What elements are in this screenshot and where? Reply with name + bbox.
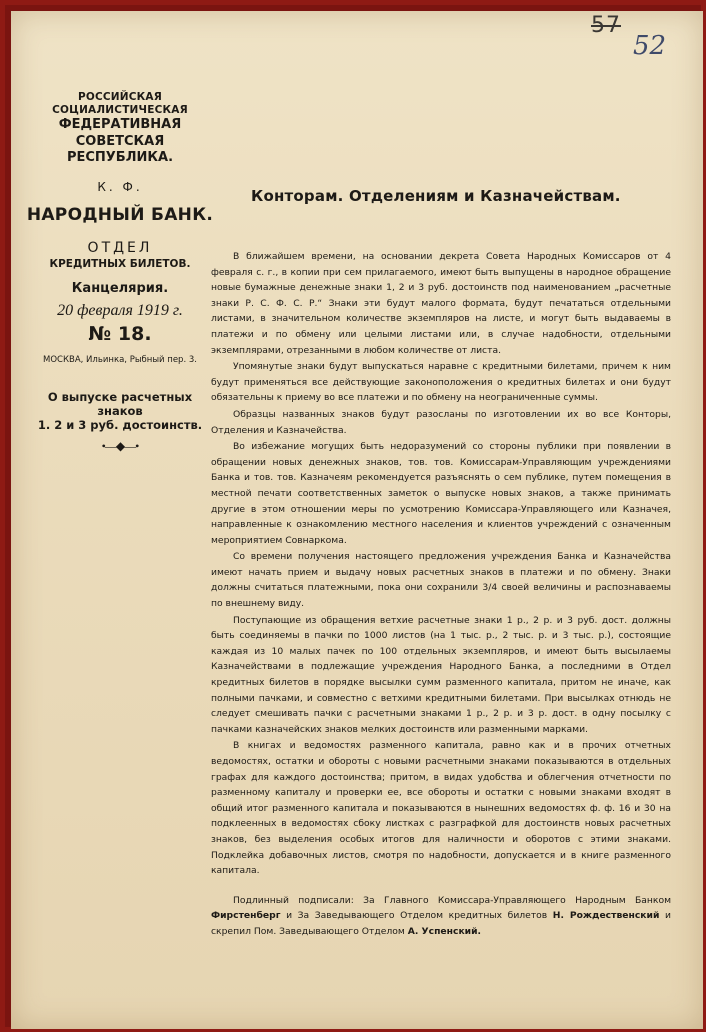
paragraph-5: Со времени получения настоящего предложения учреждения Банка и Казначейства имеют начать прием и выдачу новых расчетных знаков в платежи и по обмену. Знаки должны считаться платежными, пока они сохранили 3/4 своей величины и распознаваемы по внешнему виду. <box>211 551 671 610</box>
document-number: № 18. <box>88 323 152 346</box>
signature-block <box>211 893 671 940</box>
letterhead-line-1: РОССИЙСКАЯ СОЦИАЛИСТИЧЕСКАЯ <box>52 91 188 117</box>
signatory-1: Фирстенберг <box>211 910 281 922</box>
document-date: 20 февраля 1919 г. <box>57 302 183 320</box>
letterhead-bank: НАРОДНЫЙ БАНК. <box>26 205 214 225</box>
paragraph-4: Во избежание могущих быть недоразумений со стороны публики при появлении в обращении новых денежных знаков, тов. тов. Комиссарам-Управляющим учреждениями Банка и тов. тов. Казначеям рекомендуется разъяснять о сем публике, путем помещения в местной печати соответственных заметок о выпуске новых знаков, а также принимать другие в этом отношении меры по усмотрению Комиссара-Управляющего или Казначея, направленные к ознакомлению местного населения и клиентов учреждений с означенным мероприятием Совнаркома. <box>211 441 671 546</box>
letterhead-kf: К. Ф. <box>97 180 143 194</box>
letterhead-column <box>25 91 215 454</box>
paragraph-3: Образцы названных знаков будут разосланы по изготовлении их во все Конторы, Отделения и Казначейства. <box>211 408 671 436</box>
letterhead-address: МОСКВА, Ильинка, Рыбный пер. 3. <box>43 354 197 365</box>
letterhead-line-2: ФЕДЕРАТИВНАЯ <box>58 117 182 133</box>
document-page <box>11 11 703 1029</box>
letterhead-line-3: СОВЕТСКАЯ РЕСПУБЛИКА. <box>66 133 174 165</box>
letterhead-chancellery: Канцелярия. <box>71 280 169 296</box>
signature-text-2: и За Заведывающего Отделом кредитных билетов <box>280 910 553 922</box>
subject-line-2: 1. 2 и 3 руб. достоинств. <box>37 418 203 433</box>
letterhead-credit-notes: КРЕДИТНЫХ БИЛЕТОВ. <box>49 257 191 270</box>
subject-line-1: О выпуске расчетных знаков <box>47 389 193 418</box>
paragraph-7: В книгах и ведомостях разменного капитала, равно как и в прочих отчетных ведомостях, остатки и обороты с новыми расчетными знаками показываются в отдельных графах для каждого достоинства; притом, в видах удобства и облегчения отчетности по разменному капиталу и проверки ее, все обороты и остатки с новыми знаками входят в общий итог разменного капитала и показываются в нынешних ведомостях ф. ф. 16 и 30 на подклеенных в ведомостях сбоку листках с разграфкой для достоинств новых расчетных знаков, без выделения особых итогов для наличности и оборотов с этими знаками. Подклейка добавочных листов, смотря по надобности, допускается и в книге разменного капитала. <box>211 740 671 877</box>
signature-text-3: и скрепил Пом. Заведывающего Отделом <box>211 910 671 937</box>
paragraph-1: В ближайшем времени, на основании декрета Совета Народных Комиссаров от 4 февраля с. г., в копии при сем прилагаемого, имеют быть выпущены в народное обращение новые бумажные денежные знаки 1, 2 и 3 руб. достоинств под наименованием „расчетные знаки Р. С. Ф. С. Р.“ Знаки эти будут малого формата, будут печататься отдельными листами, в значительном количестве экземпляров на листе, и могут быть выдаваемы в платежи и по обмену или целыми листами или, в случае надобности, отдельными экземплярами, отрезанными в любом количестве от листа. <box>211 251 671 356</box>
paragraph-6: Поступающие из обращения ветхие расчетные знаки 1 р., 2 р. и 3 руб. дост. должны быть соединяемы в пачки по 1000 листов (на 1 тыс. р., 2 тыс. р. и 3 тыс. р.), состоящие каждая из 10 малых пачек по 100 отдельных экземпляров, и имеют быть высылаемы Казначействами в подлежащие учреждения Народного Банка, а последними в Отдел кредитных билетов в порядке высылки сумм разменного капитала, притом не иначе, как полными пачками, и совместно с ветхими кредитными билетами. При высылках отнюдь не следует смешивать пачки с расчетными знаками 1 р., 2 р. и 3 р. дост. в одну посылку с пачками казначейских знаков мелких достоинств или разменными марками. <box>211 614 671 735</box>
paragraph-2: Упомянутые знаки будут выпускаться наравне с кредитными билетами, причем к ним будут применяться все действующие законоположения о кредитных билетах и они будут обязательны к приему во все платежи и по обмену на неограниченные суммы. <box>211 361 671 404</box>
letterhead-department: ОТДЕЛ <box>87 240 153 257</box>
handwritten-page-number: 52 <box>633 31 667 61</box>
ornament-divider: •—◆—• <box>101 438 139 453</box>
pencil-archive-mark: 57 <box>591 13 621 38</box>
document-body <box>211 249 671 940</box>
document-title: Конторам. Отделениям и Казначействам. <box>251 187 621 205</box>
signatory-3: А. Успенский. <box>407 925 482 937</box>
signatory-2: Н. Рождественский <box>552 910 660 922</box>
signature-text-1: Подлинный подписали: За Главного Комиссара-Управляющего Народным Банком <box>233 894 671 906</box>
